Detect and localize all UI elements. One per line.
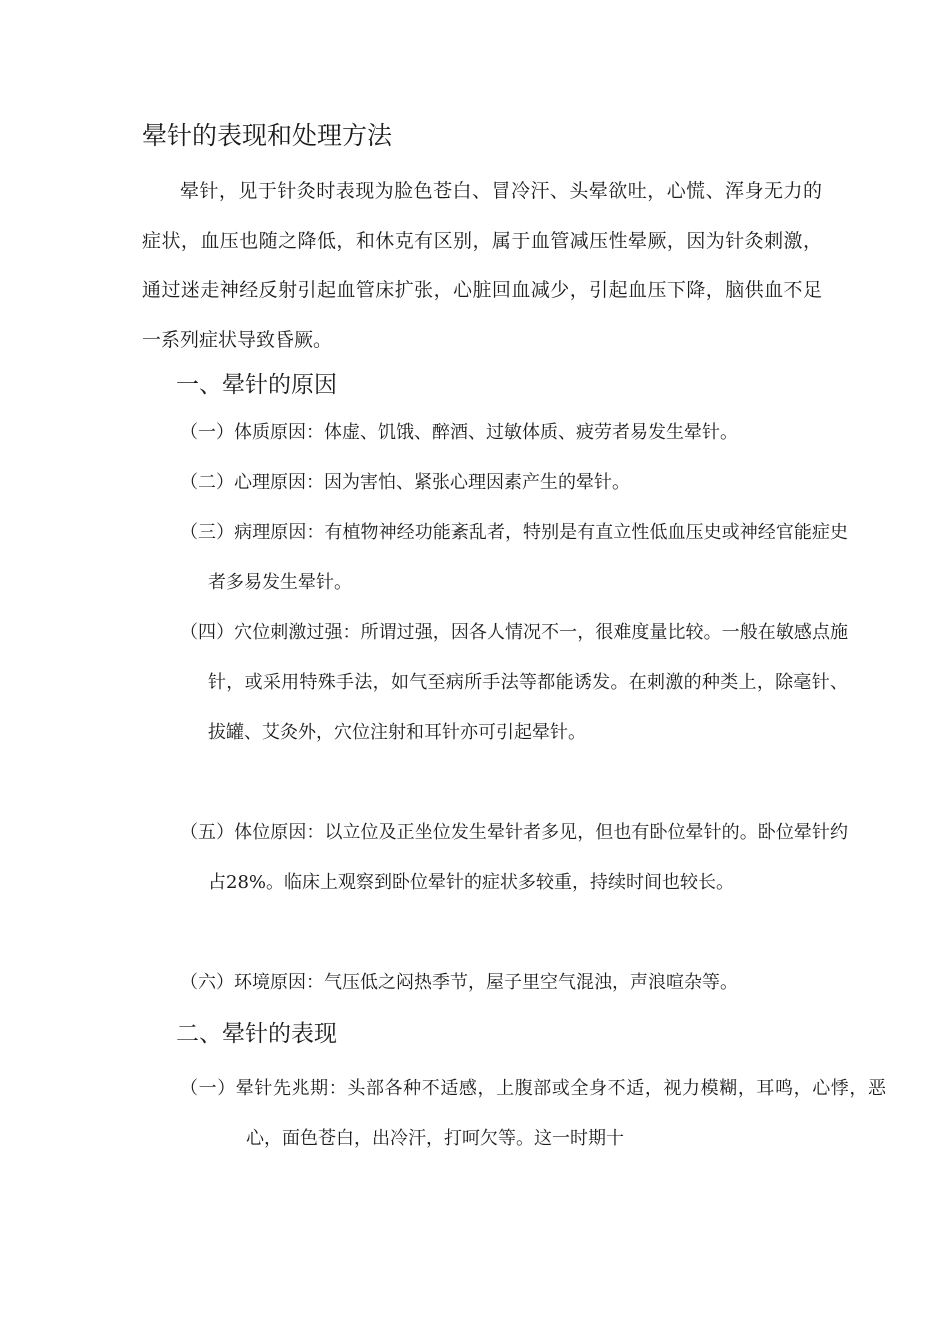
- section-heading-causes: 一、晕针的原因: [176, 372, 337, 398]
- intro-paragraph: 晕针，见于针灸时表现为脸色苍白、冒冷汗、头晕欲吐，心慌、浑身无力的症状，血压也随之降低，和休克有区别，属于血管减压性晕厥，因为针灸刺激，通过迷走神经反射引起血管床扩张，心脏回血减少，引起血压下降，脑供血不足一系列症状导致昏厥。: [142, 180, 822, 351]
- section-heading-symptoms: 二、晕针的表现: [176, 1021, 337, 1047]
- cause-item-2: （二）心理原因：因为害怕、紧张心理因素产生的晕针。: [180, 472, 630, 493]
- cause-item-4: （四）穴位刺激过强：所谓过强，因各人情况不一，很难度量比较。一般在敏感点施针，或采用特殊手法，如气至病所手法等都能诱发。在刺激的种类上，除毫针、拔罐、艾灸外，穴位注射和耳针亦可引起晕针。: [180, 622, 848, 743]
- cause-item-3: （三）病理原因：有植物神经功能紊乱者，特别是有直立性低血压史或神经官能症史者多易发生晕针。: [180, 522, 848, 593]
- cause-item-5: （五）体位原因：以立位及正坐位发生晕针者多见，但也有卧位晕针的。卧位晕针约占28%。临床上观察到卧位晕针的症状多较重，持续时间也较长。: [180, 822, 848, 893]
- cause-item-1: （一）体质原因：体虚、饥饿、醉酒、过敏体质、疲劳者易发生晕针。: [180, 422, 738, 443]
- symptom-item-1: （一）晕针先兆期：头部各种不适感，上腹部或全身不适，视力模糊，耳鸣，心悸，恶心，面色苍白，出冷汗，打呵欠等。这一时期十: [180, 1078, 886, 1149]
- cause-item-6: （六）环境原因：气压低之闷热季节，屋子里空气混浊，声浪喧杂等。: [180, 972, 738, 993]
- document-title: 晕针的表现和处理方法: [142, 121, 393, 150]
